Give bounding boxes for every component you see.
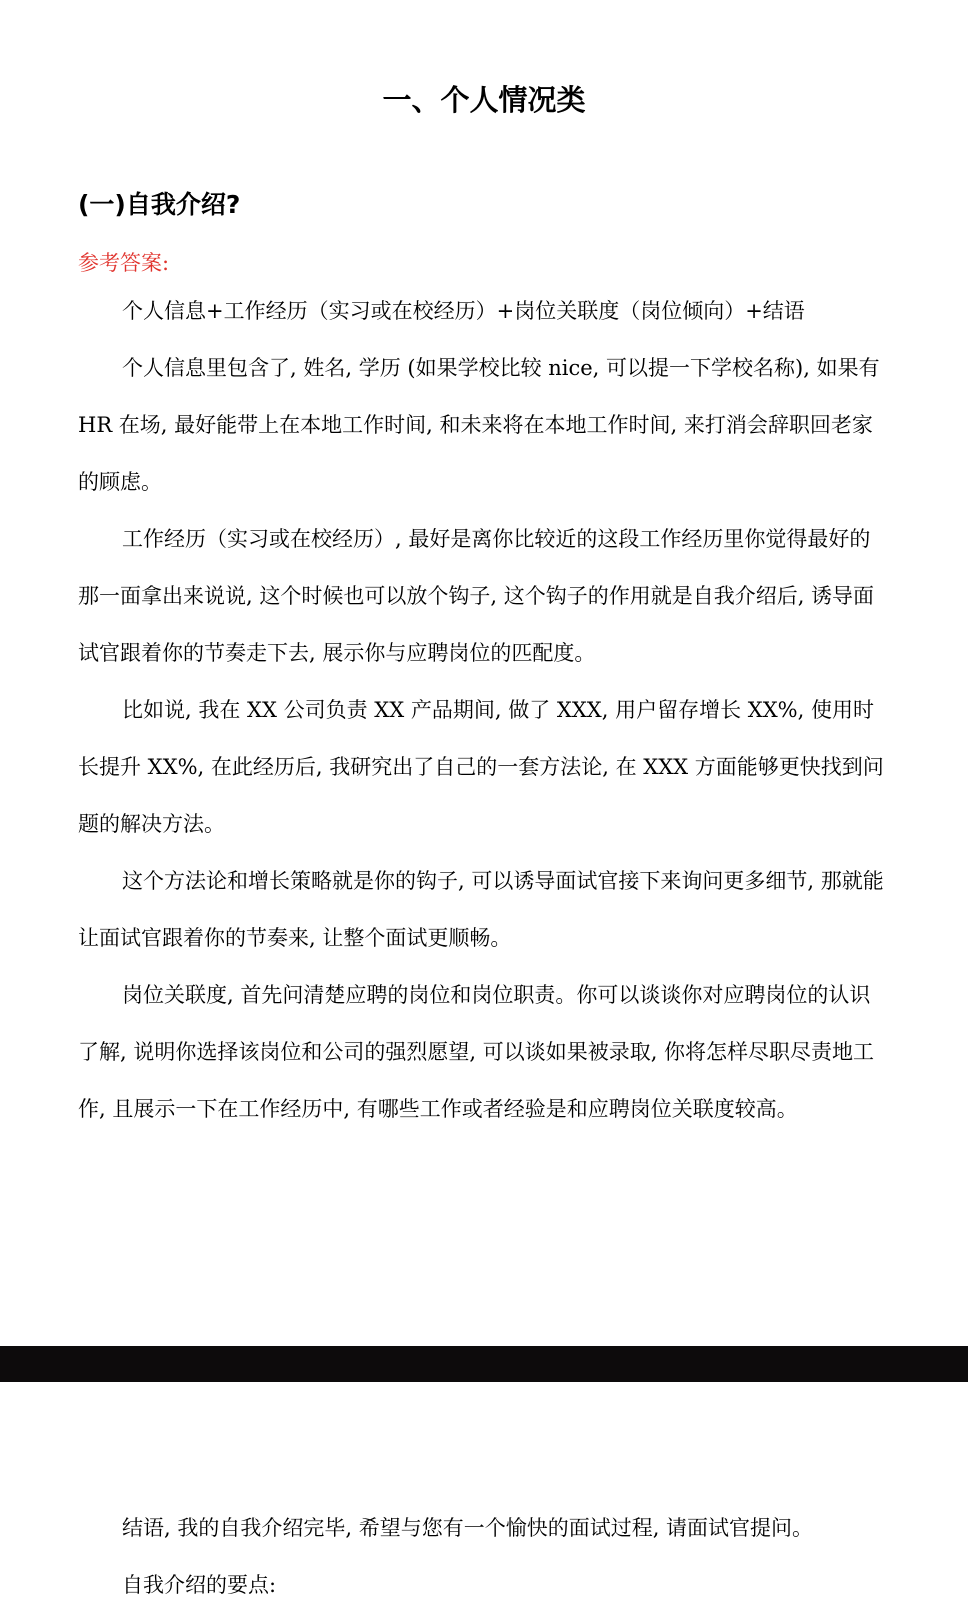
paragraph: 结语, 我的自我介绍完毕, 希望与您有一个愉快的面试过程, 请面试官提问。 bbox=[122, 1516, 814, 1540]
reference-answer-label: 参考答案: bbox=[78, 251, 170, 275]
document-page-2 bbox=[0, 1382, 968, 1616]
paragraph: 个人信息+工作经历（实习或在校经历）+岗位关联度（岗位倾向）+结语 bbox=[122, 299, 805, 323]
paragraph: 自我介绍的要点: bbox=[122, 1573, 277, 1597]
answer-body bbox=[78, 283, 888, 1138]
paragraph: 岗位关联度, 首先问清楚应聘的岗位和岗位职责。你可以谈谈你对应聘岗位的认识了解, 说明你选择该岗位和公司的强烈愿望, 可以谈如果被录取, 你将怎样尽职尽责地工作, 且展示一下在工作经历中, 有哪些工作或者经验是和应聘岗位关联度较高。 bbox=[78, 983, 875, 1121]
question-heading: (一)自我介绍? bbox=[78, 190, 241, 219]
paragraph: 这个方法论和增长策略就是你的钩子, 可以诱导面试官接下来询问更多细节, 那就能让面试官跟着你的节奏来, 让整个面试更顺畅。 bbox=[78, 869, 884, 950]
section-title: 一、个人情况类 bbox=[382, 83, 586, 117]
paragraph: 比如说, 我在 XX 公司负责 XX 产品期间, 做了 XXX, 用户留存增长 XX%, 使用时长提升 XX%, 在此经历后, 我研究出了自己的一套方法论, 在 XXX 方面能够更快找到问题的解决方法。 bbox=[78, 698, 884, 836]
paragraph: 个人信息里包含了, 姓名, 学历 (如果学校比较 nice, 可以提一下学校名称), 如果有 HR 在场, 最好能带上在本地工作时间, 和未来将在本地工作时间, 来打消会辞职回老家的顾虑。 bbox=[78, 356, 880, 494]
page-separator bbox=[0, 1346, 968, 1382]
answer-body-continued bbox=[78, 1500, 888, 1614]
paragraph: 工作经历（实习或在校经历）, 最好是离你比较近的这段工作经历里你觉得最好的那一面拿出来说说, 这个时候也可以放个钩子, 这个钩子的作用就是自我介绍后, 诱导面试官跟着你的节奏走下去, 展示你与应聘岗位的匹配度。 bbox=[78, 527, 875, 665]
